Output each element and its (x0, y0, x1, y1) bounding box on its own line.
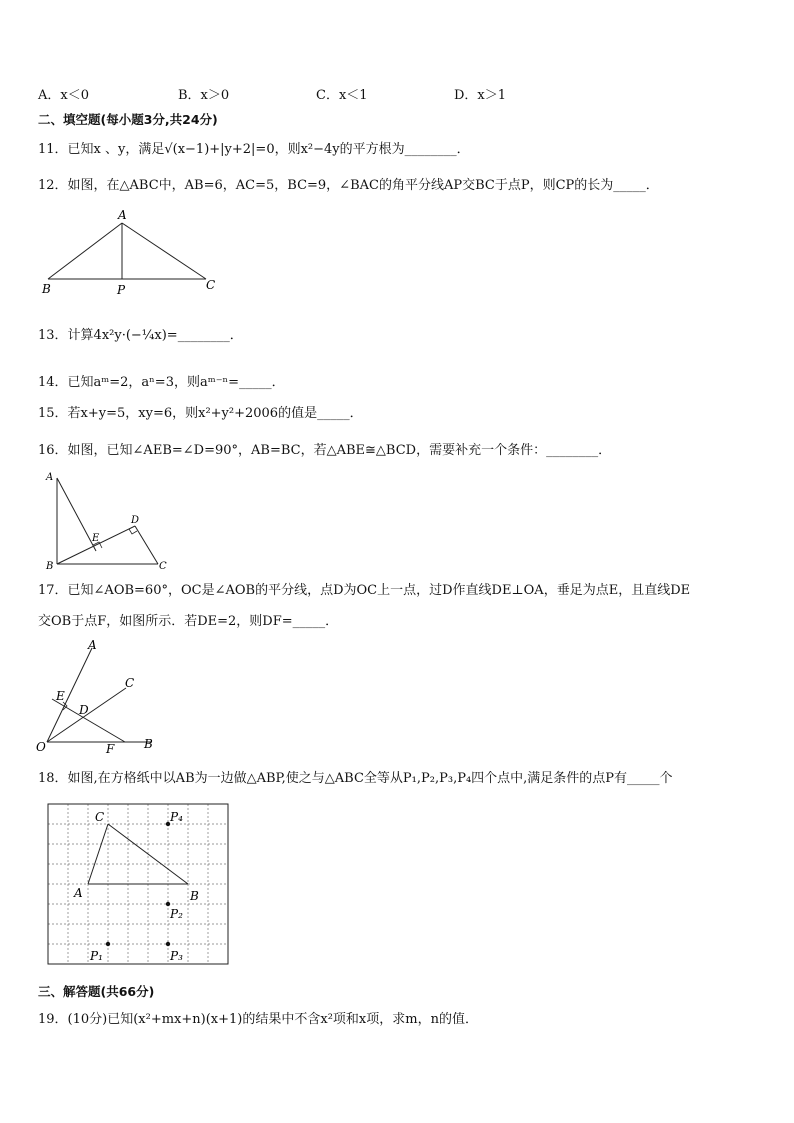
label-d: D (79, 703, 89, 717)
question-15: 15．若x+y=5，xy=6，则x²+y²+2006的值是_____． (38, 406, 363, 421)
label-a: A (88, 638, 97, 652)
label-b: B (42, 282, 51, 296)
label-p4: P₄ (170, 810, 183, 824)
label-d: D (131, 515, 140, 526)
label-a: A (74, 886, 83, 900)
option-b: B．x＞0 (178, 88, 230, 103)
figure-q17-angle (30, 636, 165, 754)
question-13: 13．计算4x²y·(−¼x)=________． (38, 328, 243, 343)
label-f: F (106, 742, 115, 754)
label-p: P (117, 283, 126, 297)
question-18: 18．如图,在方格纸中以AB为一边做△ABP,使之与△ABC全等从P₁,P₂,P₃,P₄四个点中,满足条件的点P有_____个 (38, 771, 673, 786)
question-11: 11．已知x 、y，满足√(x−1)+|y+2|=0，则x²−4y的平方根为________． (38, 142, 470, 157)
label-p1: P₁ (90, 949, 103, 963)
label-c: C (159, 561, 167, 572)
option-a: A．x＜0 (38, 88, 89, 103)
label-a: A (118, 208, 127, 222)
figure-q12-triangle (38, 206, 228, 298)
label-e: E (92, 533, 100, 544)
section-heading-fill-blank: 二、填空题(每小题3分,共24分) (38, 112, 218, 127)
label-c: C (206, 278, 216, 292)
label-b: B (46, 561, 54, 572)
question-17-line-2: 交OB于点F，如图所示．若DE=2，则DF=_____． (38, 614, 339, 629)
label-p3: P₃ (170, 949, 183, 963)
label-c: C (125, 676, 135, 690)
option-d: D．x＞1 (454, 88, 507, 103)
question-14: 14．已知aᵐ=2，aⁿ=3，则aᵐ⁻ⁿ=_____． (38, 375, 285, 390)
label-c: C (95, 810, 105, 824)
label-b: B (190, 889, 199, 903)
option-c: C．x＜1 (316, 88, 368, 103)
label-a: A (46, 472, 54, 483)
section-heading-answers: 三、解答题(共66分) (38, 984, 155, 999)
question-12: 12．如图，在△ABC中，AB=6，AC=5，BC=9，∠BAC的角平分线AP交BC于点P，则CP的长为_____． (38, 178, 659, 193)
label-o: O (36, 740, 46, 754)
question-19: 19．(10分)已知(x²+mx+n)(x+1)的结果中不含x²项和x项，求m，n的值． (38, 1012, 478, 1027)
figure-q16-triangles (40, 468, 175, 573)
label-b: B (144, 737, 153, 751)
figure-q18-grid (44, 800, 234, 970)
label-p2: P₂ (170, 907, 183, 921)
label-e: E (56, 689, 65, 703)
question-16: 16．如图，已知∠AEB=∠D=90°，AB=BC，若△ABE≅△BCD，需要补充一个条件：________． (38, 443, 612, 458)
question-17-line-1: 17．已知∠AOB=60°，OC是∠AOB的平分线，点D为OC上一点，过D作直线DE⊥OA，垂足为点E，且直线DE (38, 583, 691, 598)
